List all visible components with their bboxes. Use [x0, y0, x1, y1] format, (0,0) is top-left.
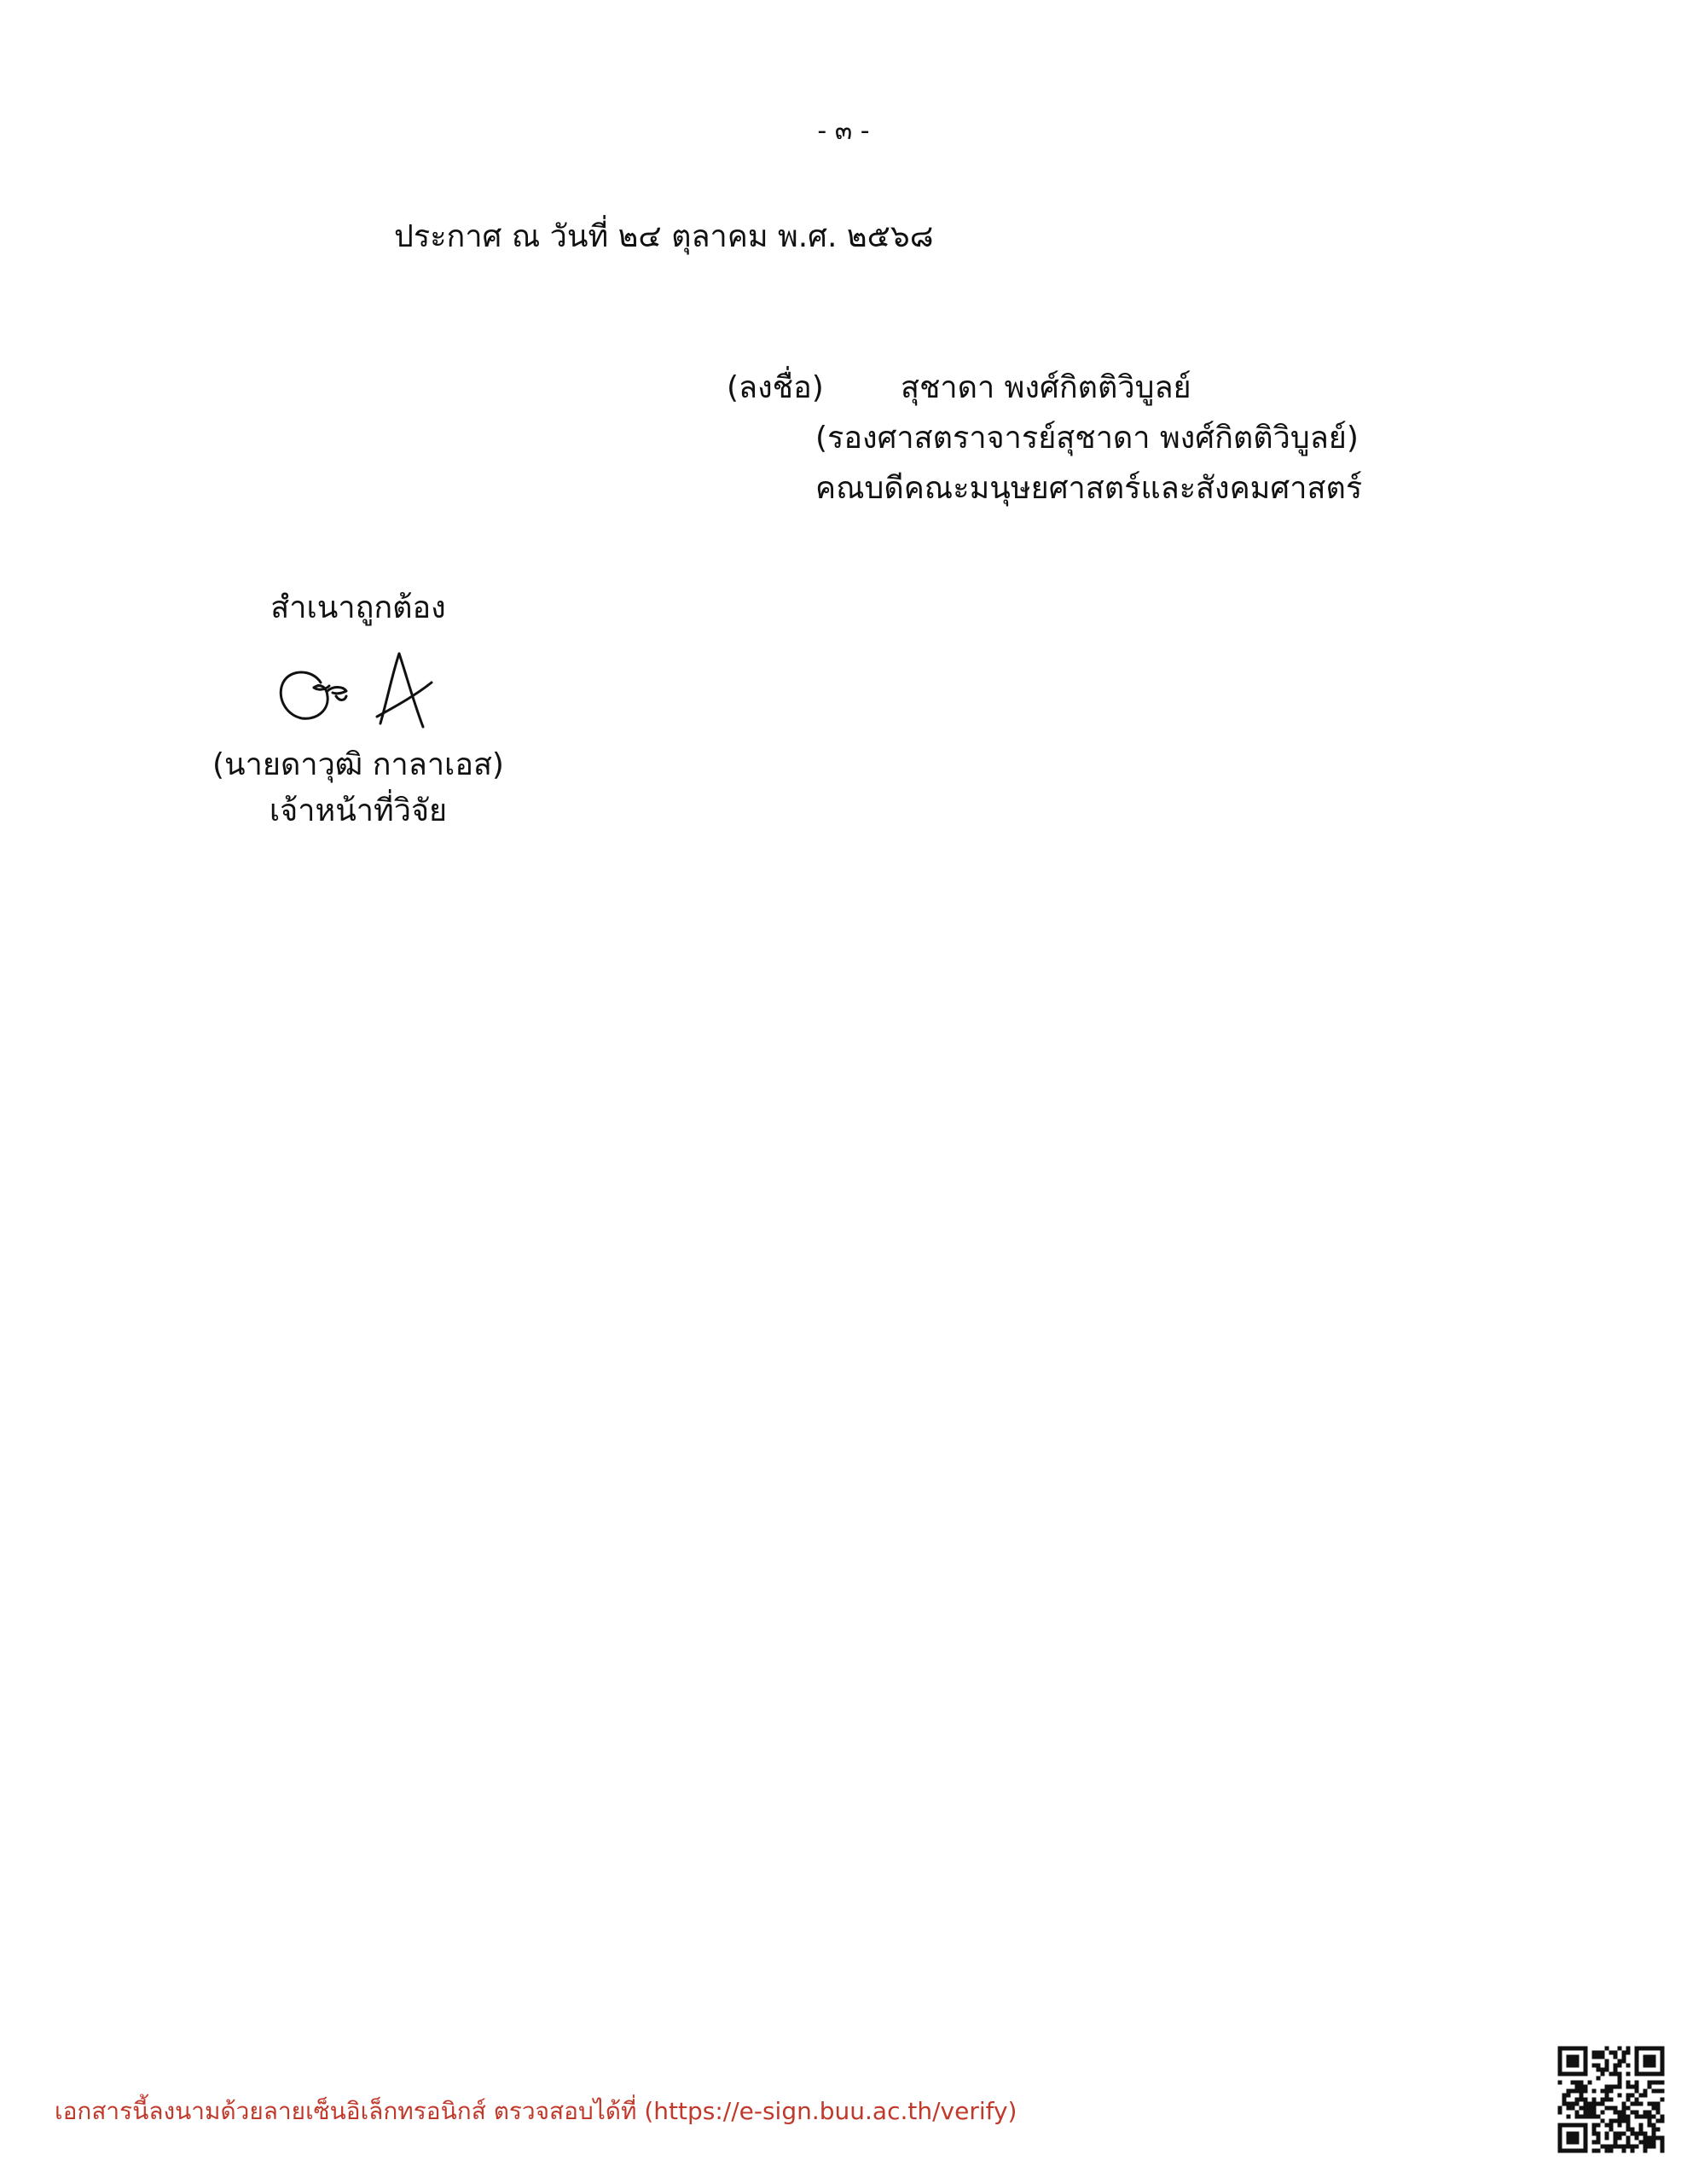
certified-copy-title: สำเนาถูกต้อง — [270, 590, 446, 625]
handwritten-signature — [264, 648, 452, 734]
esign-verify-note: เอกสารนี้ลงนามด้วยลายเซ็นอิเล็กทรอนิกส์ ตรวจสอบได้ที่ (https://e-sign.buu.ac.th/verify) — [55, 2097, 1017, 2125]
page-number: - ๓ - — [817, 116, 870, 146]
announcement-date: ประกาศ ณ วันที่ ๒๔ ตุลาคม พ.ศ. ๒๕๖๘ — [394, 219, 934, 254]
signer-name: สุชาดา พงศ์กิตติวิบูลย์ — [901, 370, 1191, 405]
certified-copy-block — [205, 587, 512, 834]
sign-label: (ลงชื่อ) — [727, 370, 824, 405]
certified-copy-name: (นายดาวุฒิ กาลาเอส) — [212, 747, 504, 782]
certified-copy-role: เจ้าหน้าที่วิจัย — [269, 793, 448, 828]
signer-full-name: (รองศาสตราจารย์สุชาดา พงศ์กิตติวิบูลย์) — [815, 421, 1359, 456]
signer-position: คณบดีคณะมนุษยศาสตร์และสังคมศาสตร์ — [815, 471, 1363, 506]
qr-code[interactable] — [1557, 2046, 1665, 2153]
